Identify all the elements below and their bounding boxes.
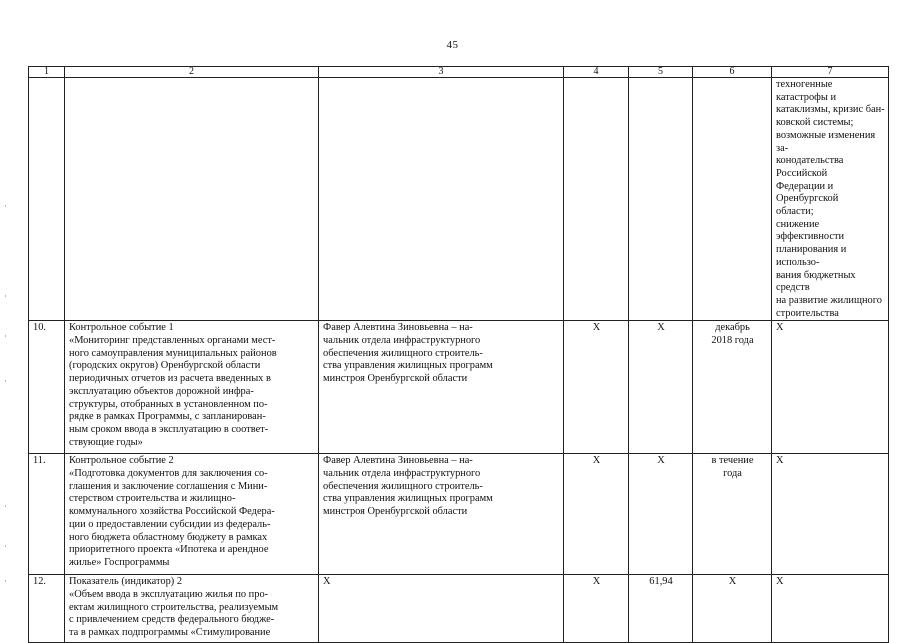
table-row: [29, 575, 889, 643]
cell-col7: X: [772, 575, 889, 643]
scan-margin-marks: [5, 175, 9, 595]
column-number-row: [29, 67, 889, 78]
column-number: 5: [629, 67, 693, 78]
table-row: [29, 454, 889, 575]
continuation-row: [29, 78, 889, 321]
column-number: 7: [772, 67, 889, 78]
table-row: [29, 321, 889, 454]
cell-col4: X: [564, 454, 629, 575]
responsible-person: Фавер Алевтина Зиновьевна – на- чальник отдела инфраструктурного обеспечения жилищного строитель- ства управления жилищных программ минстроя Оренбургской области: [319, 321, 564, 454]
deadline-cell: X: [693, 575, 772, 643]
row-number: 11.: [29, 454, 65, 575]
cell-col4: X: [564, 321, 629, 454]
table-cell: [693, 78, 772, 321]
cell-col7: X: [772, 321, 889, 454]
responsible-person: X: [319, 575, 564, 643]
deadline-cell: декабрь 2018 года: [693, 321, 772, 454]
column-number: 3: [319, 67, 564, 78]
risks-cell: техногенные катастрофы и катаклизмы, кризис бан- ковской системы; возможные изменения за- конодательства Российской Федерации и Оренбургской области; снижение эффективности планирования и использо- вания бюджетных средств на развитие жилищного строительства: [772, 78, 889, 321]
deadline-cell: в течение года: [693, 454, 772, 575]
table-cell: [65, 78, 319, 321]
cell-col4: X: [564, 575, 629, 643]
column-number: 2: [65, 67, 319, 78]
column-number: 4: [564, 67, 629, 78]
event-description: Контрольное событие 2 «Подготовка документов для заключения со- глашения и заключение соглашения с Мини- стерством строительства и жилищно- коммунального хозяйства Российской Федера- ции о предоставлении субсидии из федераль- ного бюджета областному бюджету в рамках приоритетного проекта «Ипотека и арендное жилье» Госпрограммы: [65, 454, 319, 575]
cell-col5: X: [629, 454, 693, 575]
plan-table: [28, 66, 889, 643]
column-number: 6: [693, 67, 772, 78]
column-number: 1: [29, 67, 65, 78]
event-description: Контрольное событие 1 «Мониторинг представленных органами мест- ного самоуправления муниципальных районов (городских округов) Оренбургской области периодичных отчетов из расчета введенных в эксплуатацию объектов дорожной инфра- структуры, отобранных в установленном по- рядке в рамках Программы, с запланирован- ным сроком ввода в эксплуатацию в соответ- ствующие годы»: [65, 321, 319, 454]
responsible-person: Фавер Алевтина Зиновьевна – на- чальник отдела инфраструктурного обеспечения жилищного строитель- ства управления жилищных программ минстроя Оренбургской области: [319, 454, 564, 575]
table-cell: [29, 78, 65, 321]
row-number: 10.: [29, 321, 65, 454]
value-cell: 61,94: [629, 575, 693, 643]
table-cell: [629, 78, 693, 321]
cell-col5: X: [629, 321, 693, 454]
table-cell: [564, 78, 629, 321]
table-cell: [319, 78, 564, 321]
cell-col7: X: [772, 454, 889, 575]
row-number: 12.: [29, 575, 65, 643]
page-number: 45: [446, 39, 459, 51]
indicator-description: Показатель (индикатор) 2 «Объем ввода в эксплуатацию жилья по про- ектам жилищного строительства, реализуемым с привлечением средств федерального бюдже- та в рамках подпрограммы «Стимулирование: [65, 575, 319, 643]
